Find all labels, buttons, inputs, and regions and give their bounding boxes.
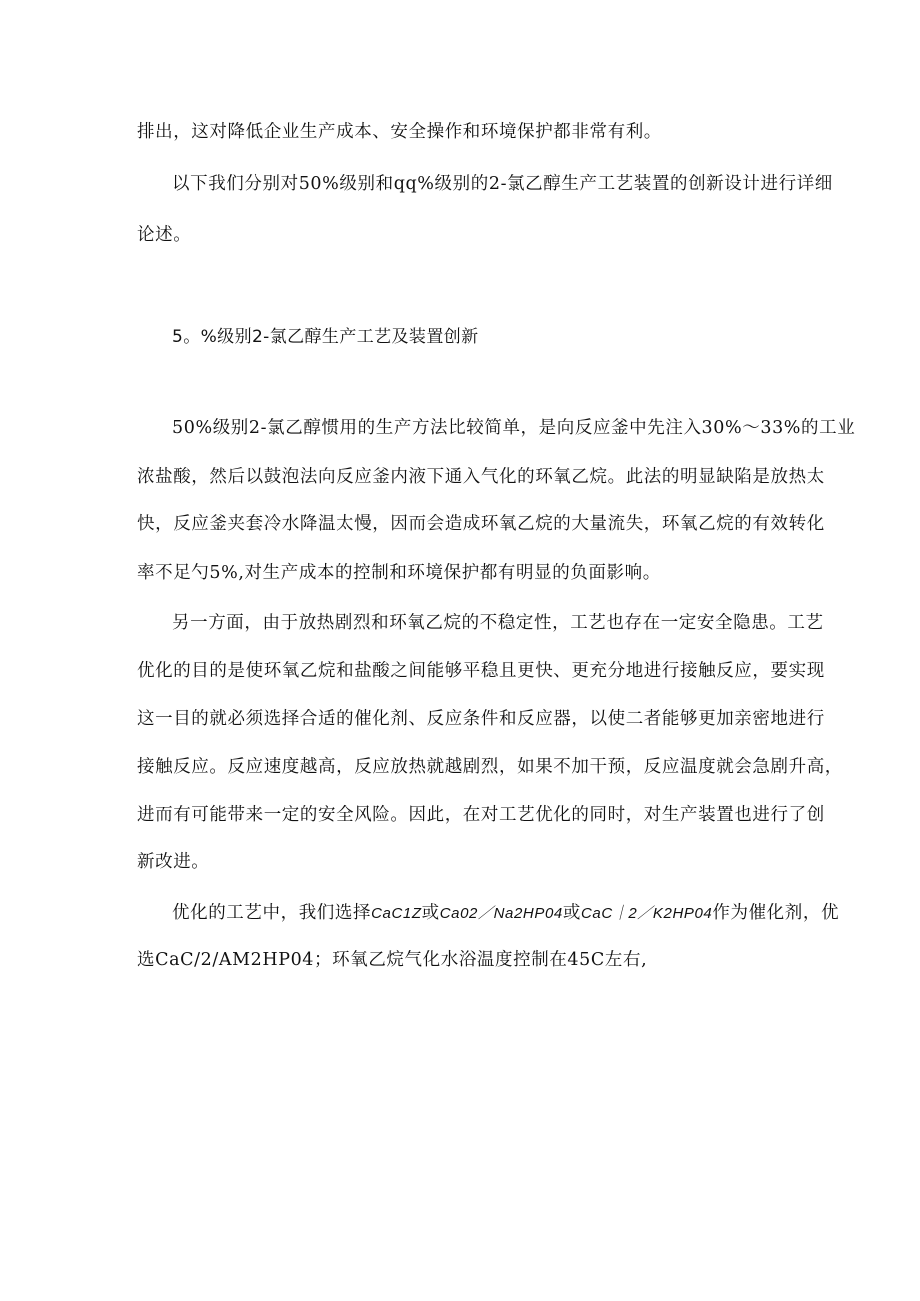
para1-line-3: 快，反应釜夹套冷水降温太慢，因而会造成环氧乙烷的大量流失，环氧乙烷的有效转化 xyxy=(137,514,825,534)
para1-line-4: 率不足勺5%,对生产成本的控制和环境保护都有明显的负面影响。 xyxy=(137,563,661,583)
intro-line-1: 排出，这对降低企业生产成本、安全操作和环境保护都非常有利。 xyxy=(137,122,662,142)
para2-line-6: 新改进。 xyxy=(137,852,210,872)
para3-formula-2: Ca02／Na2HP04 xyxy=(439,905,563,922)
para3-formula-3: CaC｜2／K2HP04 xyxy=(580,905,713,922)
section-heading: 5。%级别2-氯乙醇生产工艺及装置创新 xyxy=(172,327,479,347)
para2-line-1: 另一方面，由于放热剧烈和环氧乙烷的不稳定性，工艺也存在一定安全隐患。工艺 xyxy=(172,613,824,633)
para2-line-2: 优化的目的是使环氧乙烷和盐酸之间能够平稳且更快、更充分地进行接触反应，要实现 xyxy=(137,661,825,681)
para3-line-1 xyxy=(172,901,839,926)
intro-paragraph-line-2: 论述。 xyxy=(137,225,192,245)
para2-line-4: 接触反应。反应速度越高，反应放热就越剧烈，如果不加干预，反应温度就会急剧升高， xyxy=(137,757,843,777)
para3-formula-1: CaC1Z xyxy=(371,905,422,922)
para1-line-2: 浓盐酸，然后以鼓泡法向反应釜内液下通入气化的环氧乙烷。此法的明显缺陷是放热太 xyxy=(137,467,825,487)
para2-line-3: 这一目的就必须选择合适的催化剂、反应条件和反应器，以使二者能够更加亲密地进行 xyxy=(137,709,825,729)
para2-line-5: 进而有可能带来一定的安全风险。因此，在对工艺优化的同时，对生产装置也进行了创 xyxy=(137,805,825,825)
intro-paragraph-line-1: 以下我们分别对50%级别和qq%级别的2-氯乙醇生产工艺装置的创新设计进行详细 xyxy=(172,174,833,194)
para3-text-g: 作为催化剂，优 xyxy=(712,903,840,923)
para3-text-or-2: 或 xyxy=(562,903,581,923)
para3-line-2: 选CaC/2/AM2HP04；环氧乙烷气化水浴温度控制在45C左右, xyxy=(137,950,648,970)
para1-line-1: 50%级别2-氯乙醇惯用的生产方法比较简单，是向反应釜中先注入30%～33%的工业 xyxy=(172,418,856,438)
para3-text-or-1: 或 xyxy=(421,903,440,923)
para3-text-a: 优化的工艺中，我们选择 xyxy=(172,903,372,923)
